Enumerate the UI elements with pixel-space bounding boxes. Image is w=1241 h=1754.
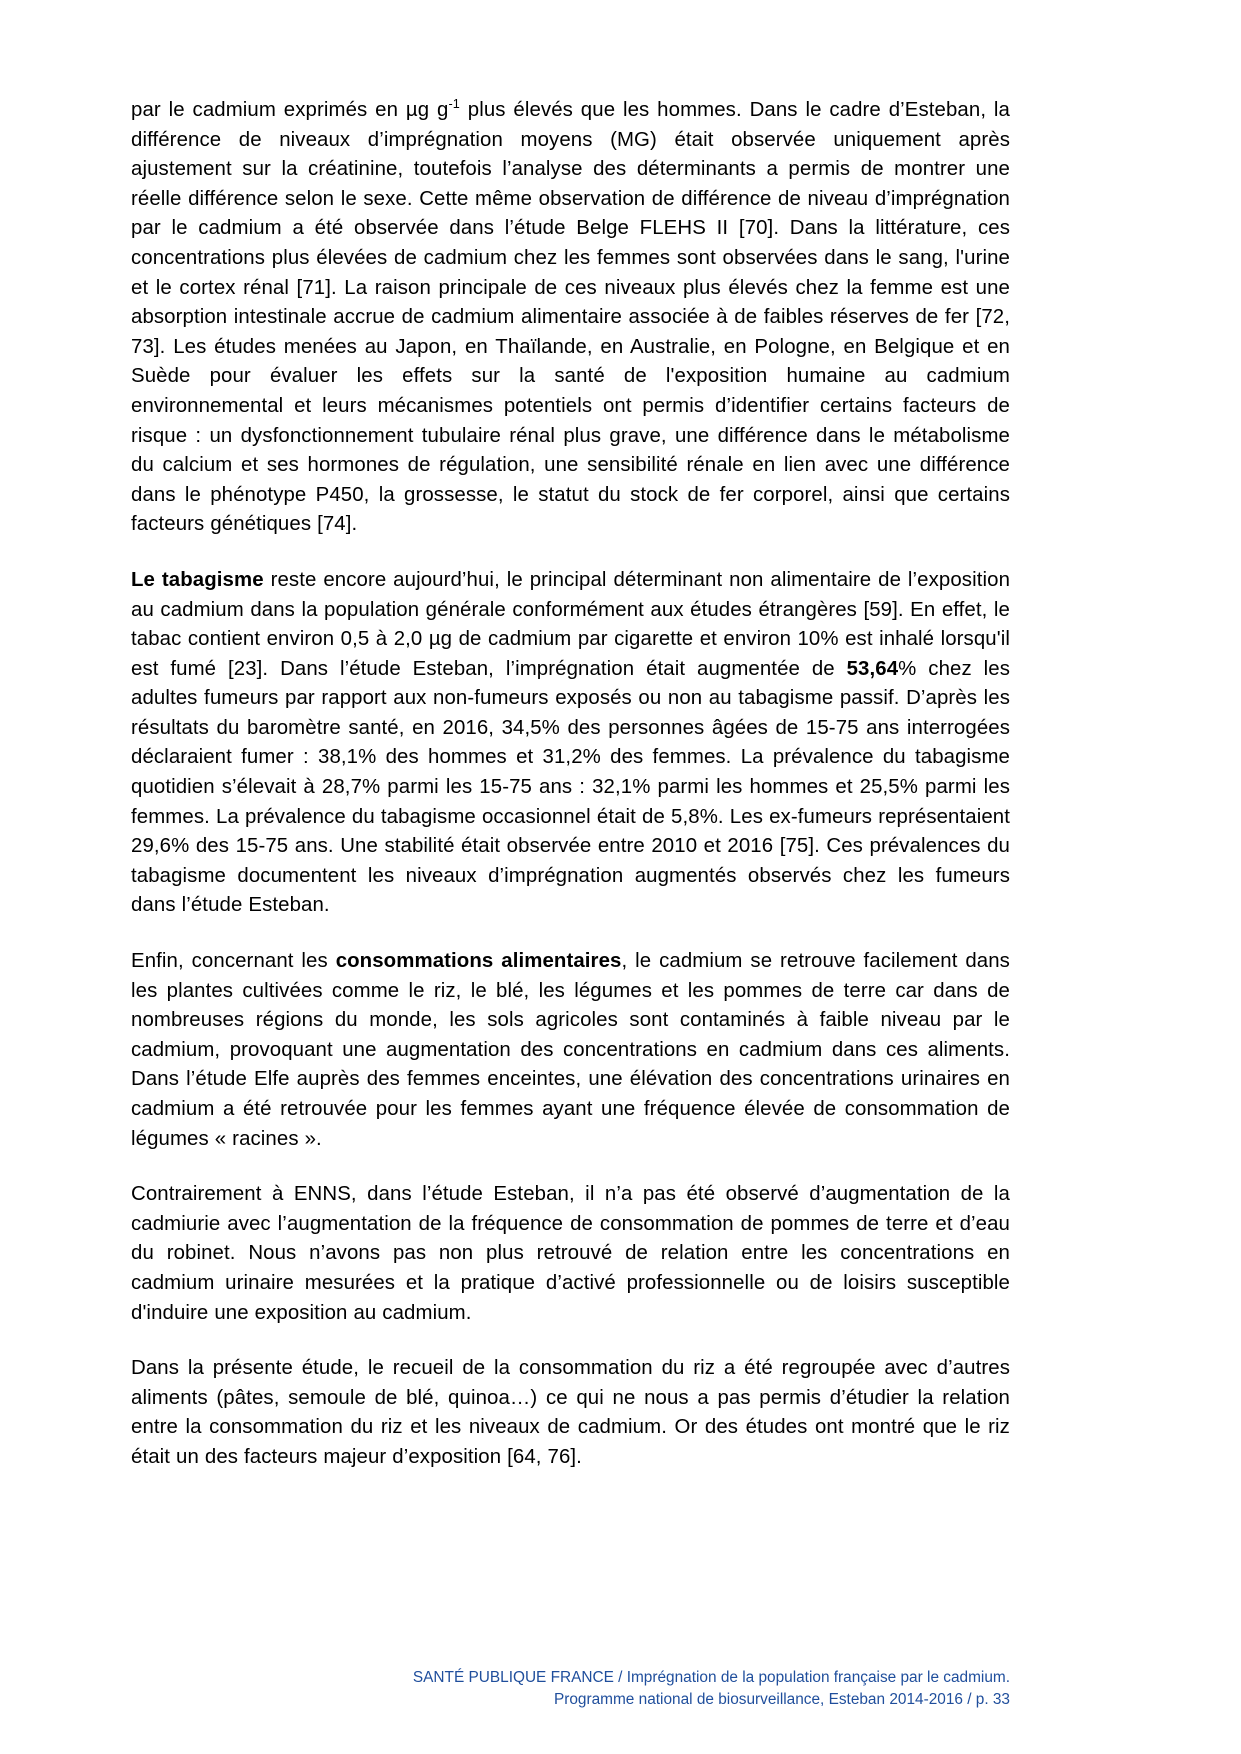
page-footer [131,1667,1010,1710]
superscript-text: -1 [448,97,460,112]
footer-line-2: Programme national de biosurveillance, Esteban 2014-2016 / p. 33 [553,1690,1010,1708]
paragraph-cadmium-sex-difference: par le cadmium exprimés en µg $g^{-1}$ plus élevés que les hommes. Dans le cadre d’Esteban, la différence de niveaux d’imprégnation moyens (MG) était observée uniquement après ajustement sur la créatinine, toutefois l’analyse des déterminants a permis de montrer une réelle différence selon le sexe. Cette même observation de différence de niveau d’imprégnation par le cadmium a été observée dans l’étude Belge FLEHS II [70]. Dans la littérature, ces concentrations plus élevées de cadmium chez les femmes sont observées dans le sang, l'urine et le cortex rénal [71]. La raison principale de ces niveaux plus élevés chez la femme est une absorption intestinale accrue de cadmium alimentaire associée à de faibles réserves de fer [72, 73]. Les études menées au Japon, en Thaïlande, en Australie, en Pologne, en Belgique et en Suède pour évaluer les effets sur la santé de l'exposition humaine au cadmium environnemental et leurs mécanismes potentiels ont permis d’identifier certains facteurs de risque : un dysfonctionnement tubulaire rénal plus grave, une différence dans le métabolisme du calcium et ses hormones de régulation, une sensibilité rénale en lien avec une différence dans le phénotype P450, la grossesse, le statut du stock de fer corporel, ainsi que certains facteurs génétiques [74]. [131,97,1010,536]
emphasis-text: consommations alimentaires [335,950,622,973]
paragraph-enns-comparison: Contrairement à ENNS, dans l’étude Esteban, il n’a pas été observé d’augmentation de la cadmiurie avec l’augmentation de la fréquence de consommation de pommes de terre et d’eau du robinet. Nous n’avons pas non plus retrouvé de relation entre les concentrations en cadmium urinaire mesurées et la pratique d’activé professionnelle ou de loisirs susceptible d'induire une exposition au cadmium. [131,1183,1010,1324]
footer-line-1: SANTÉ PUBLIQUE FRANCE / Imprégnation de la population française par le cadmium. [412,1669,1010,1686]
paragraph-consommations-alimentaires: Enfin, concernant les consommations alimentaires, le cadmium se retrouve facilement dans les plantes cultivées comme le riz, le blé, les légumes et les pommes de terre car dans de nombreuses régions du monde, les sols agricoles sont contaminés à faible niveau par le cadmium, provoquant une augmentation des concentrations en cadmium dans ces aliments. Dans l’étude Elfe auprès des femmes enceintes, une élévation des concentrations urinaires en cadmium a été retrouvée pour les femmes ayant une fréquence élevée de consommation de légumes « racines ». [131,950,1010,1150]
paragraph-tabagisme: Le tabagisme reste encore aujourd’hui, le principal déterminant non alimentaire de l’exposition au cadmium dans la population générale conformément aux études étrangères [59]. En effet, le tabac contient environ 0,5 à 2,0 µg de cadmium par cigarette et environ 10% est inhalé lorsqu'il est fumé [23]. Dans l’étude Esteban, l’imprégnation était augmentée de 53,64% chez les adultes fumeurs par rapport aux non-fumeurs exposés ou non au tabagisme passif. D’après les résultats du baromètre santé, en 2016, 34,5% des personnes âgées de 15-75 ans interrogées déclaraient fumer : 38,1% des hommes et 31,2% des femmes. La prévalence du tabagisme quotidien s’élevait à 28,7% parmi les 15-75 ans : 32,1% parmi les hommes et 25,5% parmi les femmes. La prévalence du tabagisme occasionnel était de 5,8%. Les ex-fumeurs représentaient 29,6% des 15-75 ans. Une stabilité était observée entre 2010 et 2016 [75]. Ces prévalences du tabagisme documentent les niveaux d’imprégnation augmentés observés chez les fumeurs dans l’étude Esteban. [131,568,1011,917]
emphasis-text: Le tabagisme [131,568,264,591]
document-body [131,96,1010,1473]
paragraph-riz: Dans la présente étude, le recueil de la consommation du riz a été regroupée avec d’autres aliments (pâtes, semoule de blé, quinoa…) ce qui ne nous a pas permis d’étudier la relation entre la consommation du riz et les niveaux de cadmium. Or des études ont montré que le riz était un des facteurs majeur d’exposition [64, 76]. [131,1357,1010,1468]
emphasis-text: 53,64 [846,657,899,680]
